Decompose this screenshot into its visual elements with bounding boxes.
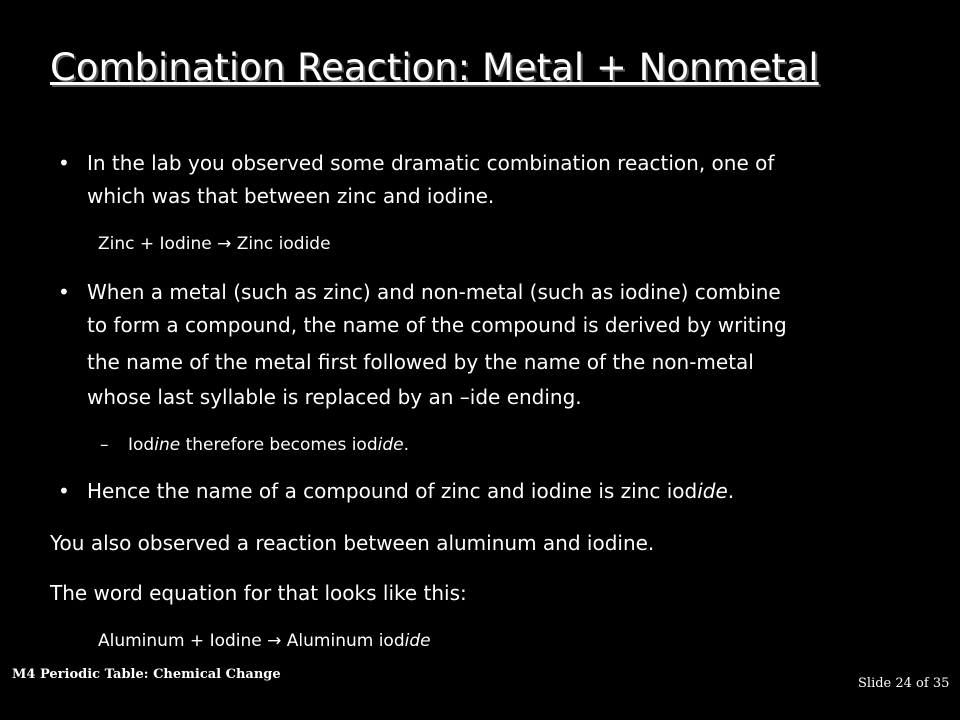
bullet-marker: • [58,479,70,503]
bullet-2-line-1: When a metal (such as zinc) and non-metal (such as iodine) combine [87,280,781,304]
paragraph-aluminum: You also observed a reaction between aluminum and iodine. [50,531,655,555]
bullet-2-line-4: whose last syllable is replaced by an –ide ending. [87,385,582,409]
footer-course-title: M4 Periodic Table: Chemical Change [12,667,281,682]
bullet-3-line: Hence the name of a compound of zinc and iodine is zinc iodide. [87,479,735,503]
bullet-1-line-1: In the lab you observed some dramatic combination reaction, one of [87,151,775,175]
sub-bullet-iodine: Iodine therefore becomes iodide. [128,435,410,455]
slide-title: Combination Reaction: Metal + Nonmetal [50,46,819,89]
equation-aluminum-iodide: Aluminum + Iodine → Aluminum iodide [98,631,431,651]
bullet-1-line-2: which was that between zinc and iodine. [87,184,495,208]
bullet-marker: • [58,280,70,304]
dash-marker: – [100,435,109,455]
paragraph-word-equation: The word equation for that looks like this: [50,581,467,605]
bullet-2-line-2: to form a compound, the name of the compound is derived by writing [87,313,787,337]
bullet-2-line-3: the name of the metal first followed by the name of the non-metal [87,350,754,374]
footer-slide-number: Slide 24 of 35 [858,676,950,691]
bullet-marker: • [58,151,70,175]
equation-zinc-iodide: Zinc + Iodine → Zinc iodide [98,234,331,254]
